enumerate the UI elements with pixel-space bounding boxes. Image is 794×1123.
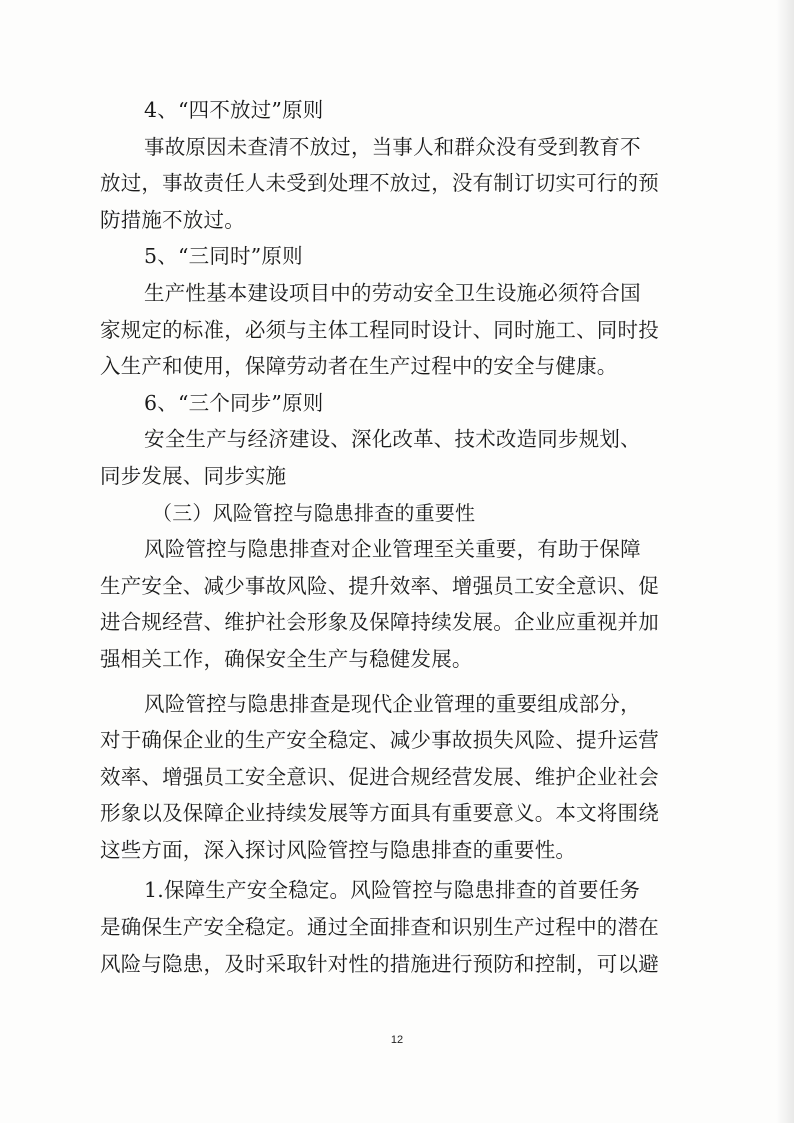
document-body <box>100 92 660 982</box>
principle-four-line-3: 防措施不放过。 <box>100 207 245 232</box>
paragraph-3-line-2: 是确保生产安全稳定。通过全面排查和识别生产过程中的潜在 <box>100 915 659 940</box>
principle-five-line-2: 家规定的标准，必须与主体工程同时设计、同时施工、同时投 <box>100 317 659 342</box>
paragraph-1-line-2: 生产安全、减少事故风险、提升效率、增强员工安全意识、促 <box>100 573 659 598</box>
paragraph-2-line-4: 形象以及保障企业持续发展等方面具有重要意义。本文将围绕 <box>100 801 659 826</box>
paragraph-spacer <box>100 678 660 686</box>
principle-five-line-3: 入生产和使用，保障劳动者在生产过程中的安全与健康。 <box>100 354 618 379</box>
section-heading: （三）风险管控与隐患排查的重要性 <box>152 500 476 525</box>
paragraph-1-line-4: 强相关工作，确保安全生产与稳健发展。 <box>100 646 473 671</box>
principle-four-line-1: 事故原因未查清不放过，当事人和群众没有受到教育不 <box>144 134 641 159</box>
principle-four-title: 4、“四不放过”原则 <box>144 98 324 122</box>
principle-six-title: 6、“三个同步”原则 <box>144 390 324 415</box>
scan-edge-shadow <box>776 0 794 1123</box>
principle-five-line-1: 生产性基本建设项目中的劳动安全卫生设施必须符合国 <box>144 280 641 305</box>
paragraph-2-line-3: 效率、增强员工安全意识、促进合规经营发展、维护企业社会 <box>100 764 659 789</box>
paragraph-2-line-1: 风险管控与隐患排查是现代企业管理的重要组成部分， <box>144 691 641 716</box>
principle-five-title: 5、“三同时”原则 <box>144 244 303 269</box>
paragraph-3-line-3: 风险与隐患，及时采取针对性的措施进行预防和控制，可以避 <box>100 951 659 976</box>
paragraph-1-line-1: 风险管控与隐患排查对企业管理至关重要，有助于保障 <box>144 537 641 562</box>
paragraph-2-line-2: 对于确保企业的生产安全稳定、减少事故损失风险、提升运营 <box>100 728 659 753</box>
paragraph-3-line-1: 1.保障生产安全稳定。风险管控与隐患排查的首要任务 <box>144 878 641 903</box>
paragraph-1-line-3: 进合规经营、维护社会形象及保障持续发展。企业应重视并加 <box>100 610 659 635</box>
principle-four-line-2: 放过，事故责任人未受到处理不放过，没有制订切实可行的预 <box>100 171 659 196</box>
principle-six-line-2: 同步发展、同步实施 <box>100 463 287 488</box>
principle-six-line-1: 安全生产与经济建设、深化改革、技术改造同步规划、 <box>144 427 641 452</box>
page-number: 12 <box>390 1034 404 1046</box>
paragraph-2-line-5: 这些方面，深入探讨风险管控与隐患排查的重要性。 <box>100 837 577 862</box>
